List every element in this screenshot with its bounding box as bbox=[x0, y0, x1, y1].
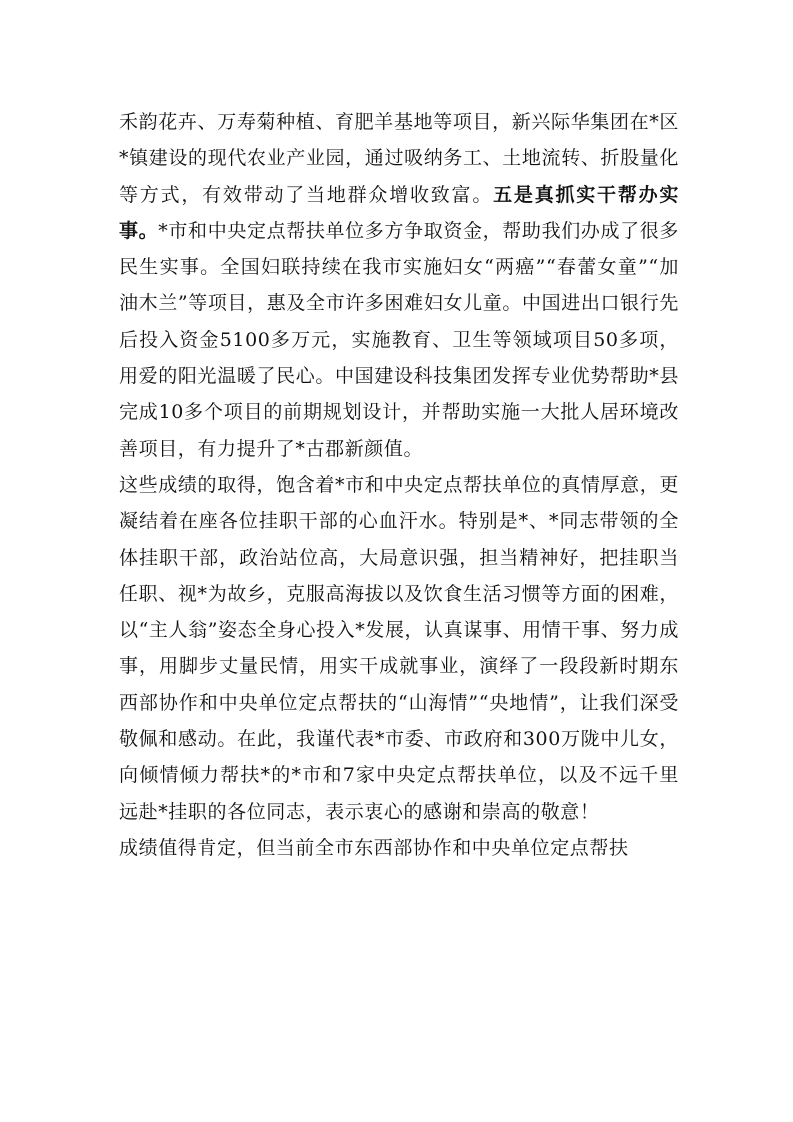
paragraph-next: 成绩值得肯定，但当前全市东西部协作和中央单位定点帮扶 bbox=[119, 836, 629, 859]
paragraph-achievements bbox=[119, 104, 679, 467]
paragraph-text: 禾韵花卉、万寿菊种植、育肥羊基地等项目，新兴际华集团在*区*镇建设的现代农业产业园，通过吸纳务工、土地流转、折股量化等方式，有效带动了当地群众增收致富。 bbox=[119, 111, 679, 206]
document-body bbox=[119, 104, 679, 866]
paragraph-thanks: 这些成绩的取得，饱含着*市和中央定点帮扶单位的真情厚意，更凝结着在座各位挂职干部的心血汗水。特别是*、*同志带领的全体挂职干部，政治站位高，大局意识强，担当精神好，把挂职当任职、视*为故乡，克服高海拔以及饮食生活习惯等方面的困难，以“主人翁”姿态全身心投入*发展，认真谋事、用情干事、努力成事，用脚步丈量民情，用实干成就事业，演绎了一段段新时期东西部协作和中央单位定点帮扶的“山海情”“央地情”，让我们深受敬佩和感动。在此，我谨代表*市委、市政府和300万陇中儿女，向倾情倾力帮扶*的*市和7家中央定点帮扶单位，以及不远千里远赴*挂职的各位同志，表示衷心的感谢和崇高的敬意！ bbox=[119, 473, 679, 823]
bold-heading: 五是真抓实干帮办实事。 bbox=[119, 183, 679, 242]
paragraph-text: *市和中央定点帮扶单位多方争取资金，帮助我们办成了很多民生实事。全国妇联持续在我市实施妇女“两癌”“春蕾女童”“加油木兰”等项目，惠及全市许多困难妇女儿童。中国进出口银行先后投入资金5100多万元，实施教育、卫生等领域项目50多项，用爱的阳光温暖了民心。中国建设科技集团发挥专业优势帮助*县完成10多个项目的前期规划设计，并帮助实施一大批人居环境改善项目，有力提升了*古郡新颜值。 bbox=[119, 219, 679, 460]
